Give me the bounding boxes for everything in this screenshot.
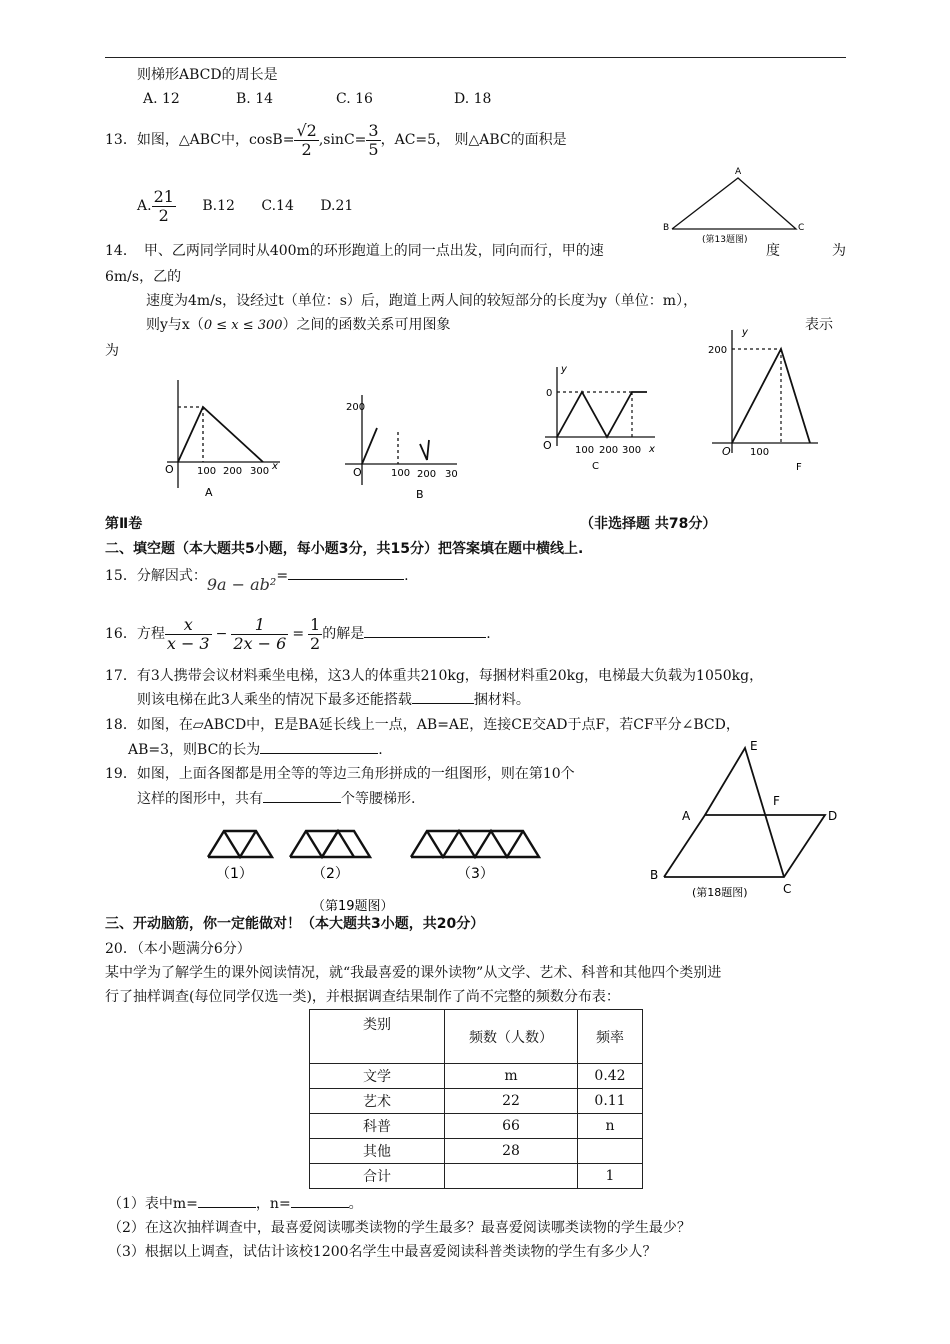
q19-line1: 19．如图，上面各图都是用全等的等边三角形拼成的一组图形，则在第10个 (105, 766, 575, 782)
svg-text:300: 300 (250, 466, 270, 477)
q14-graph-a-label: A (205, 486, 213, 499)
q18-parallelogram-figure (640, 738, 850, 900)
q19-triangle-figures (200, 826, 550, 918)
q19-label-3: （3） (457, 866, 494, 882)
q13-label-c: C (798, 223, 805, 233)
q18-answer-blank (260, 739, 378, 754)
svg-text:100: 100 (197, 466, 217, 477)
svg-text:x: x (649, 444, 655, 455)
q18-label-d: D (828, 809, 838, 823)
table-row: 其他 28 (310, 1139, 643, 1164)
svg-text:O: O (165, 463, 174, 476)
q20-sub1: （1）表中m= ，n= 。 (108, 1193, 363, 1213)
svg-text:200: 200 (346, 402, 366, 413)
q14-graph-c (537, 362, 665, 472)
q14-graph-c-label: C (592, 461, 599, 472)
table-row: 艺术 22 0.11 (310, 1089, 643, 1114)
svg-text:O: O (722, 445, 731, 458)
q13-sinc-fraction: $\frac{3}{5}$ (368, 120, 379, 159)
svg-text:200: 200 (417, 469, 437, 480)
q14-line4-tail: 表示 (805, 317, 833, 333)
q13-stem: 13．如图，△ABC中，cosB= $\frac{√2}{2}$ ,sinC= $\frac{3}{5}$ ，AC=5， 则△ABC的面积是 (105, 120, 567, 159)
table-header: 频率 (578, 1010, 643, 1064)
q18-label-b: B (650, 868, 659, 882)
q20-para2: 行了抽样调查(每位同学仅选一类)，并根据调查结果制作了尚不完整的频数分布表： (105, 989, 620, 1005)
svg-text:100: 100 (391, 468, 411, 479)
q12-option-a: A. 12 (143, 91, 180, 107)
table-header-row (310, 1010, 643, 1064)
frequency-table (309, 1009, 643, 1189)
q18-label-f: F (773, 794, 780, 808)
q14-graph-b-label: B (416, 488, 424, 501)
svg-text:O: O (353, 466, 362, 479)
q20-title: 20．（本小题满分6分） (105, 941, 251, 957)
q19-line2: 这样的图形中，共有 个等腰梯形. (137, 788, 415, 808)
q15: 15．分解因式：9a − ab²= . (105, 563, 409, 588)
header-rule (105, 57, 846, 58)
svg-text:300: 300 (622, 445, 642, 456)
q20-m-blank (198, 1193, 256, 1208)
svg-text:y: y (561, 364, 567, 375)
q14-graph-f (700, 325, 840, 475)
q15-expression: 9a − ab² (206, 575, 277, 594)
table-row: 科普 66 n (310, 1114, 643, 1139)
q14-line4: 则y与x（0 ≤ x ≤ 300）之间的函数关系可用图象 (146, 317, 451, 333)
q12-option-b: B. 14 (236, 91, 274, 107)
q13-label-b: B (663, 223, 670, 233)
table-header: 频数（人数） (445, 1010, 578, 1064)
svg-text:0: 0 (546, 388, 553, 399)
q13-cosb-fraction: $\frac{√2}{2}$ (296, 120, 317, 159)
table-row: 合计 1 (310, 1164, 643, 1189)
q14-graph-f-label: F (796, 462, 802, 473)
svg-text:100: 100 (750, 447, 770, 458)
q13-caption: (第13题图) (702, 235, 748, 245)
q18-line2: AB=3，则BC的长为 . (128, 739, 383, 759)
q19-label-2: （2） (312, 866, 349, 882)
q15-answer-blank (288, 565, 404, 580)
q13-options: A. $\frac{21}{2}$ B.12 C.14 D.21 (137, 186, 354, 225)
q19-answer-blank (263, 788, 341, 803)
q19-caption: （第19题图） (312, 899, 394, 914)
section3-heading: 三、开动脑筋，你一定能做对！（本大题共3小题，共20分） (105, 916, 485, 932)
q18-label-e: E (750, 739, 758, 753)
q12-option-d: D. 18 (454, 91, 492, 107)
q14-line5: 为 (105, 343, 119, 359)
q18-line1: 18．如图，在▱ABCD中，E是BA延长线上一点，AB=AE，连接CE交AD于点F，若CF平分∠BCD， (105, 717, 740, 733)
table-row: 文学 m 0.42 (310, 1064, 643, 1089)
q18-label-c: C (783, 882, 792, 896)
q20-sub2: （2）在这次抽样调查中，最喜爱阅读哪类读物的学生最多？最喜爱阅读哪类读物的学生最少？ (108, 1220, 691, 1236)
q17-line2: 则该电梯在此3人乘坐的情况下最多还能搭载 捆材料。 (137, 689, 530, 709)
svg-text:100: 100 (575, 445, 595, 456)
q13-option-a-fraction: $\frac{21}{2}$ (153, 186, 174, 225)
q14-graph-a (155, 370, 295, 505)
q14-line1: 14． 甲、乙两同学同时从400m的环形跑道上的同一点出发，同向而行，甲的速 (105, 243, 604, 259)
q14-graph-b (335, 390, 460, 505)
part2-title: 第Ⅱ卷 (105, 516, 143, 532)
q14-line1-tail-b: 为 (832, 243, 846, 259)
table-header: 类别 (310, 1010, 445, 1064)
q17-line1: 17．有3人携带会议材料乘坐电梯，这3人的体重共210kg，每捆材料重20kg，电梯最大负载为1050kg， (105, 668, 764, 684)
q13-triangle-figure (660, 164, 810, 246)
svg-text:30: 30 (445, 469, 458, 480)
q14-line1-tail-a: 度 (766, 243, 780, 259)
part2-note: （非选择题 共78分） (580, 516, 717, 532)
q14-line2: 6m/s，乙的 (105, 269, 182, 285)
q16-answer-blank (364, 623, 486, 638)
q18-label-a: A (682, 809, 691, 823)
svg-text:200: 200 (599, 445, 619, 456)
q18-caption: (第18题图) (692, 886, 748, 899)
q13-prefix: 13．如图，△ABC中，cosB= (105, 132, 295, 148)
q20-n-blank (291, 1193, 349, 1208)
svg-text:x: x (272, 461, 278, 472)
q19-label-1: （1） (216, 866, 253, 882)
svg-text:200: 200 (223, 466, 243, 477)
svg-text:200: 200 (708, 345, 728, 356)
q12-stem: 则梯形ABCD的周长是 (137, 67, 278, 83)
q17-answer-blank (412, 689, 474, 704)
q16: 16．方程 $\frac{x}{x - 3}$ − $\frac{1}{2x - 6}$ = $\frac{1}{2}$ 的解是 . (105, 614, 491, 653)
q20-sub3: （3）根据以上调查，试估计该校1200名学生中最喜爱阅读科普类读物的学生有多少人？ (108, 1244, 657, 1260)
q20-para1: 某中学为了解学生的课外阅读情况，就“我最喜爱的课外读物”从文学、艺术、科普和其他四个类别进 (105, 965, 722, 981)
svg-text:O: O (543, 439, 552, 452)
q14-line3: 速度为4m/s，设经过t（单位：s）后，跑道上两人间的较短部分的长度为y（单位：m）， (146, 293, 698, 309)
section2-heading: 二、填空题（本大题共5小题，每小题3分，共15分）把答案填在题中横线上. (105, 541, 584, 557)
q12-option-c: C. 16 (336, 91, 373, 107)
q13-label-a: A (735, 167, 742, 177)
svg-text:y: y (742, 327, 748, 338)
